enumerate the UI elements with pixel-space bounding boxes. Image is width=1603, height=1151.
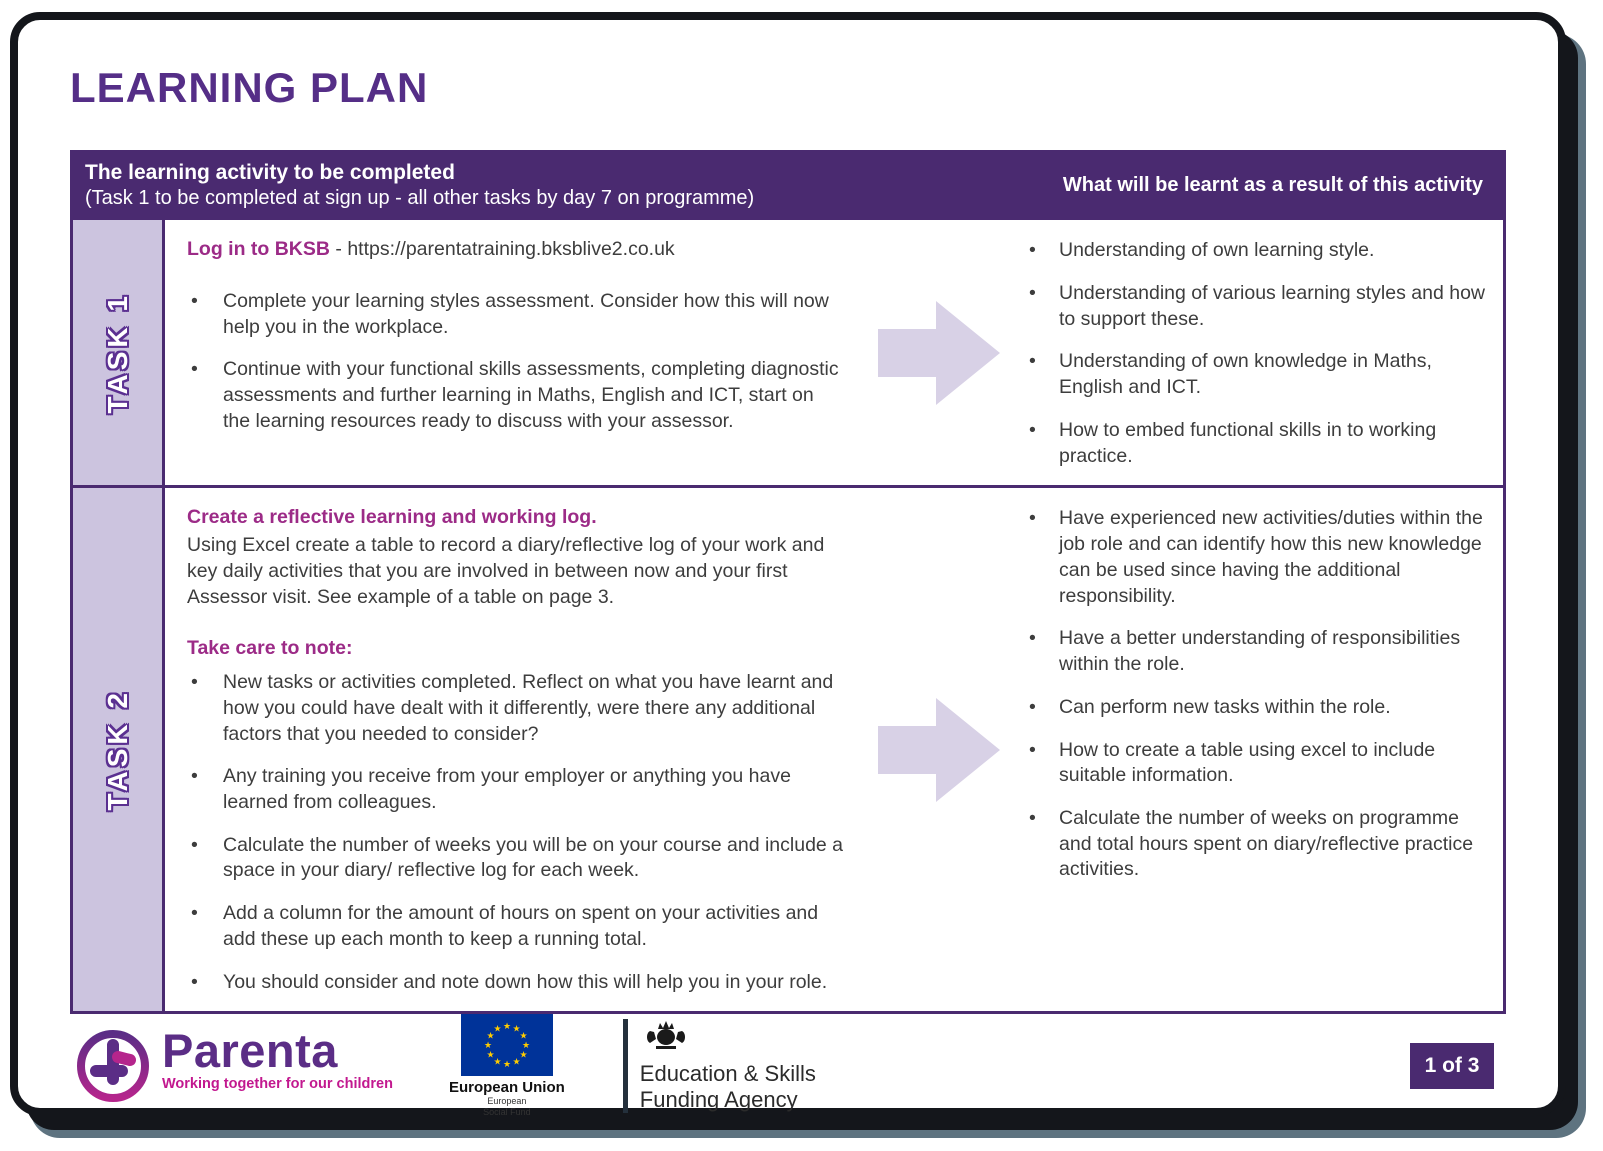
bullet-icon: •: [1029, 418, 1036, 441]
arrow-right-icon: [878, 686, 1003, 814]
parenta-name: Parenta: [162, 1023, 338, 1077]
bullet-item: [187, 670, 845, 747]
parenta-tagline: Working together for our children: [162, 1075, 393, 1092]
bullet-item: [187, 901, 845, 952]
svg-text:★: ★: [493, 1024, 502, 1035]
bullet-text: Understanding of own learning style.: [1059, 239, 1375, 262]
bullet-text: You should consider and note down how this will help you in your role.: [223, 970, 828, 993]
bullet-icon: •: [191, 765, 198, 788]
bullet-text: Calculate the number of weeks on programme and total hours spent on diary/reflective practice activities.: [1059, 807, 1474, 881]
bullet-item: [187, 357, 845, 434]
esfa-line2: Funding Agency: [639, 1086, 798, 1112]
eu-title: European Union: [448, 1079, 565, 1097]
bullet-icon: •: [191, 671, 198, 694]
bullet-item: [1025, 695, 1491, 721]
bullet-item: [1025, 806, 1491, 883]
task-2-label-cell: [73, 488, 165, 1011]
bullet-icon: •: [191, 289, 198, 312]
task-2-lead: [187, 505, 845, 610]
bullet-text: Any training you receive from your employer or anything you have learned from colleagues.: [223, 765, 791, 813]
learning-plan-table: [70, 150, 1506, 1014]
eu-flag-icon: [461, 1014, 553, 1076]
parenta-logo: [74, 1023, 393, 1105]
bullet-text: Complete your learning styles assessment. Consider how this will now help you in the workplace.: [223, 289, 829, 338]
bullet-icon: •: [191, 902, 198, 925]
bullet-item: [1025, 738, 1491, 789]
task-1-row: [73, 220, 1503, 485]
eu-sub-line1: European: [487, 1096, 527, 1107]
page-title: LEARNING PLAN: [70, 64, 429, 111]
task-2-arrow-cell: [855, 488, 1025, 1011]
task-2-outcome-bullets: [1025, 506, 1491, 883]
task-1-activity-bullets: [187, 289, 845, 435]
header-left: [85, 160, 754, 211]
task-1-activity-cell: [165, 220, 855, 485]
bullet-item: [187, 833, 845, 884]
eu-sub-line2: Social Fund: [483, 1106, 531, 1117]
header-activity-title: The learning activity to be completed: [85, 161, 455, 184]
parenta-wordmark: [162, 1023, 393, 1092]
bullet-icon: •: [1029, 239, 1036, 262]
parenta-mark-icon: [74, 1027, 152, 1105]
svg-text:★: ★: [486, 1031, 495, 1042]
task-2-row: [73, 485, 1503, 1011]
bullet-item: [1025, 626, 1491, 677]
bullet-text: Continue with your functional skills assessments, completing diagnostic assessments and further learning in Maths, English and ICT, start on the learning resources ready to discuss with your assessor.: [223, 358, 839, 432]
task-1-label-cell: [73, 220, 165, 485]
bullet-icon: •: [191, 358, 198, 381]
bullet-item: [1025, 418, 1491, 469]
bullet-text: Have experienced new activities/duties within the job role and can identify how this new knowledge can be used since having the additional responsibility.: [1059, 507, 1483, 607]
bullet-text: Have a better understanding of responsibilities within the role.: [1059, 627, 1461, 676]
task-2-lead-bold: Create a reflective learning and working log.: [187, 506, 597, 529]
task-1-lead: [187, 237, 845, 263]
bullet-item: [187, 764, 845, 815]
header-learnt-title: What will be learnt as a result of this activity: [1062, 174, 1483, 197]
bullet-item: [1025, 349, 1491, 400]
bullet-icon: •: [1029, 507, 1036, 530]
task-1-outcome-bullets: [1025, 238, 1491, 469]
svg-text:★: ★: [519, 1050, 528, 1061]
svg-text:★: ★: [521, 1041, 530, 1052]
arrow-right-icon: [878, 289, 1003, 417]
bullet-text: How to create a table using excel to include suitable information.: [1059, 738, 1436, 787]
task-1-outcomes-cell: [1025, 220, 1503, 485]
bullet-item: [187, 289, 845, 340]
svg-text:★: ★: [486, 1050, 495, 1061]
bullet-icon: •: [1029, 695, 1036, 718]
bullet-item: [1025, 238, 1491, 264]
header-activity-subtitle: (Task 1 to be completed at sign up - all other tasks by day 7 on programme): [85, 187, 755, 210]
bullet-icon: •: [191, 833, 198, 856]
svg-text:★: ★: [512, 1057, 521, 1068]
task-2-outcomes-cell: [1025, 488, 1503, 1011]
task-2-activity-cell: [165, 488, 855, 1011]
svg-text:★: ★: [493, 1057, 502, 1068]
bullet-icon: •: [1029, 627, 1036, 650]
task-1-label: TASK 1: [101, 292, 133, 414]
bullet-text: Can perform new tasks within the role.: [1059, 695, 1391, 718]
bullet-icon: •: [1029, 281, 1036, 304]
bullet-text: Add a column for the amount of hours on spent on your activities and add these up each month to keep a running total.: [223, 902, 819, 950]
page-number-badge: 1 of 3: [1410, 1043, 1494, 1089]
learning-plan-document: [18, 20, 1558, 1117]
svg-text:★: ★: [483, 1041, 492, 1052]
esfa-line1: Education & Skills: [639, 1060, 816, 1086]
bullet-text: Understanding of own knowledge in Maths, English and ICT.: [1059, 350, 1432, 399]
svg-text:★: ★: [502, 1060, 511, 1071]
royal-crest-icon: [640, 1019, 692, 1061]
task-1-lead-bold: Log in to BKSB: [187, 238, 330, 261]
bullet-icon: •: [191, 970, 198, 993]
table-header-row: [73, 153, 1503, 220]
svg-text:★: ★: [502, 1022, 511, 1033]
bullet-icon: •: [1029, 807, 1036, 829]
footer: [70, 1014, 1506, 1143]
bullet-text: How to embed functional skills in to working practice.: [1059, 418, 1437, 467]
task-2-label: TASK 2: [101, 689, 133, 811]
task-2-intro: Using Excel create a table to record a diary/reflective log of your work and key daily activities that you are involved in between now and your first Assessor visit. See example of a table on page 3.: [187, 534, 825, 608]
esfa-divider-bar: [623, 1019, 628, 1113]
bullet-icon: •: [1029, 738, 1036, 761]
bullet-item: [1025, 506, 1491, 609]
eu-logo: [449, 1014, 565, 1117]
bullet-item: [1025, 281, 1491, 332]
bullet-item: [187, 970, 845, 996]
task-1-arrow-cell: [855, 220, 1025, 485]
svg-text:★: ★: [512, 1024, 521, 1035]
svg-text:★: ★: [519, 1031, 528, 1042]
bullet-text: Calculate the number of weeks you will be on your course and include a space in your diary/ reflective log for each week.: [223, 833, 844, 882]
task-2-activity-bullets: [187, 670, 845, 995]
bullet-text: Understanding of various learning styles and how to support these.: [1059, 281, 1486, 330]
bullet-text: New tasks or activities completed. Reflect on what you have learnt and how you could have dealt with it differently, were there any additional factors that you needed to consider?: [223, 671, 834, 745]
document-page: [10, 12, 1566, 1116]
task-1-link[interactable]: - https://parentatraining.bksblive2.co.uk: [329, 238, 675, 261]
bullet-icon: •: [1029, 350, 1036, 373]
task-2-note-heading: Take care to note:: [187, 637, 353, 660]
esfa-logo: [623, 1019, 816, 1113]
